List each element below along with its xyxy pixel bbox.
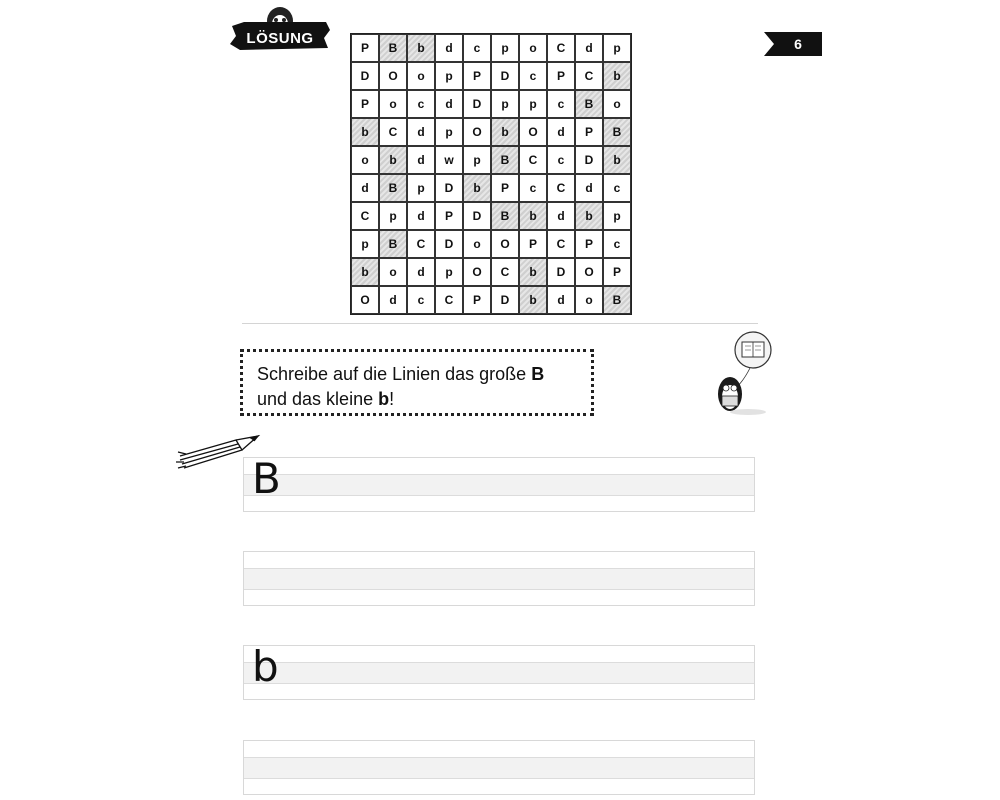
- grid-cell: p: [379, 202, 407, 230]
- grid-cell: p: [435, 258, 463, 286]
- grid-cell: d: [379, 286, 407, 314]
- grid-cell: b: [575, 202, 603, 230]
- grid-cell: p: [603, 202, 631, 230]
- grid-cell: d: [575, 174, 603, 202]
- grid-cell: D: [463, 90, 491, 118]
- grid-cell: p: [463, 146, 491, 174]
- grid-cell: c: [407, 286, 435, 314]
- grid-cell: d: [407, 202, 435, 230]
- grid-cell: d: [435, 90, 463, 118]
- grid-cell: b: [603, 146, 631, 174]
- grid-cell: o: [603, 90, 631, 118]
- grid-cell: B: [575, 90, 603, 118]
- sample-letter-upper: B: [252, 454, 281, 503]
- grid-cell: B: [379, 230, 407, 258]
- grid-cell: O: [351, 286, 379, 314]
- grid-cell: p: [435, 62, 463, 90]
- writing-lines-2[interactable]: [243, 551, 755, 606]
- grid-cell: B: [603, 286, 631, 314]
- grid-cell: D: [351, 62, 379, 90]
- grid-cell: P: [575, 118, 603, 146]
- grid-cell: c: [519, 174, 547, 202]
- grid-cell: C: [379, 118, 407, 146]
- grid-cell: p: [519, 90, 547, 118]
- grid-cell: b: [491, 118, 519, 146]
- grid-cell: C: [491, 258, 519, 286]
- grid-cell: b: [519, 202, 547, 230]
- grid-cell: D: [491, 62, 519, 90]
- grid-cell: O: [379, 62, 407, 90]
- grid-cell: o: [351, 146, 379, 174]
- grid-cell: d: [435, 34, 463, 62]
- grid-cell: P: [351, 90, 379, 118]
- instruction-line2-end: !: [389, 389, 395, 409]
- solution-badge: [228, 4, 332, 58]
- grid-cell: C: [547, 230, 575, 258]
- grid-cell: p: [491, 34, 519, 62]
- grid-cell: B: [603, 118, 631, 146]
- grid-cell: P: [463, 62, 491, 90]
- grid-cell: D: [435, 174, 463, 202]
- page-number: 6: [794, 36, 802, 52]
- penguin-balloon-icon: [708, 330, 778, 418]
- grid-cell: o: [575, 286, 603, 314]
- grid-cell: p: [407, 174, 435, 202]
- grid-cell: o: [463, 230, 491, 258]
- grid-cell: O: [491, 230, 519, 258]
- grid-cell: P: [463, 286, 491, 314]
- letter-grid: [350, 33, 632, 315]
- grid-cell: o: [379, 90, 407, 118]
- grid-cell: w: [435, 146, 463, 174]
- grid-cell: D: [547, 258, 575, 286]
- grid-cell: b: [351, 258, 379, 286]
- grid-cell: B: [491, 146, 519, 174]
- grid-cell: C: [519, 146, 547, 174]
- grid-cell: C: [351, 202, 379, 230]
- grid-cell: P: [547, 62, 575, 90]
- grid-cell: b: [379, 146, 407, 174]
- grid-cell: P: [491, 174, 519, 202]
- divider: [242, 323, 758, 324]
- grid-cell: b: [407, 34, 435, 62]
- grid-cell: p: [491, 90, 519, 118]
- grid-cell: b: [463, 174, 491, 202]
- grid-cell: c: [407, 90, 435, 118]
- instruction-bold-upper: B: [531, 364, 545, 384]
- grid-cell: o: [379, 258, 407, 286]
- grid-cell: D: [491, 286, 519, 314]
- grid-cell: c: [603, 230, 631, 258]
- grid-cell: C: [407, 230, 435, 258]
- grid-cell: D: [435, 230, 463, 258]
- grid-cell: O: [463, 258, 491, 286]
- grid-cell: O: [463, 118, 491, 146]
- grid-cell: P: [519, 230, 547, 258]
- grid-cell: d: [407, 146, 435, 174]
- grid-cell: P: [575, 230, 603, 258]
- grid-cell: d: [407, 258, 435, 286]
- grid-cell: O: [519, 118, 547, 146]
- grid-cell: c: [463, 34, 491, 62]
- grid-cell: P: [435, 202, 463, 230]
- grid-cell: p: [603, 34, 631, 62]
- grid-cell: B: [379, 174, 407, 202]
- grid-cell: C: [435, 286, 463, 314]
- writing-lines-3[interactable]: [243, 642, 755, 700]
- grid-cell: d: [547, 202, 575, 230]
- grid-cell: c: [547, 146, 575, 174]
- grid-cell: d: [407, 118, 435, 146]
- writing-lines-4[interactable]: [243, 740, 755, 795]
- grid-cell: b: [519, 258, 547, 286]
- grid-cell: C: [575, 62, 603, 90]
- grid-cell: C: [547, 174, 575, 202]
- grid-cell: b: [603, 62, 631, 90]
- grid-cell: p: [351, 230, 379, 258]
- grid-cell: B: [491, 202, 519, 230]
- grid-cell: d: [547, 118, 575, 146]
- grid-cell: O: [575, 258, 603, 286]
- grid-cell: d: [547, 286, 575, 314]
- grid-cell: c: [603, 174, 631, 202]
- grid-cell: b: [519, 286, 547, 314]
- writing-lines-1[interactable]: [243, 454, 755, 512]
- grid-cell: C: [547, 34, 575, 62]
- grid-cell: d: [575, 34, 603, 62]
- grid-cell: P: [351, 34, 379, 62]
- grid-cell: o: [407, 62, 435, 90]
- badge-label: LÖSUNG: [246, 29, 314, 47]
- instruction-bold-lower: b: [378, 389, 390, 409]
- grid-cell: b: [351, 118, 379, 146]
- grid-cell: P: [603, 258, 631, 286]
- grid-cell: o: [519, 34, 547, 62]
- instruction-line1: Schreibe auf die Linien das große: [257, 364, 532, 384]
- grid-cell: B: [379, 34, 407, 62]
- grid-cell: d: [351, 174, 379, 202]
- grid-cell: c: [547, 90, 575, 118]
- instruction-line2: und das kleine: [257, 389, 379, 409]
- grid-cell: D: [575, 146, 603, 174]
- grid-cell: c: [519, 62, 547, 90]
- instruction-box: [240, 349, 594, 416]
- grid-cell: p: [435, 118, 463, 146]
- sample-letter-lower: b: [252, 642, 279, 691]
- grid-cell: D: [463, 202, 491, 230]
